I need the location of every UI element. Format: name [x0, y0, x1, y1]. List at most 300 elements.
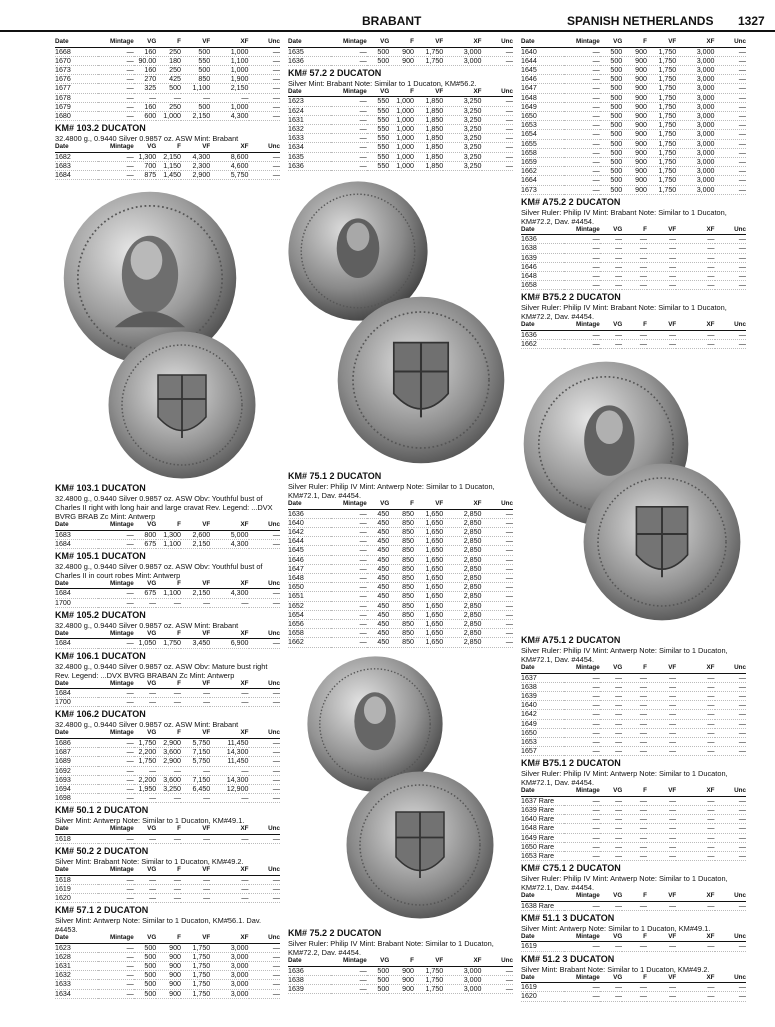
table-cell: —: [676, 701, 714, 710]
column-header: VG: [367, 88, 390, 97]
table-cell: —: [249, 65, 281, 74]
table-cell: —: [622, 737, 647, 746]
table-cell: —: [331, 115, 367, 124]
column-header: Date: [521, 787, 564, 796]
catalog-entry: [521, 197, 746, 291]
table-cell: —: [622, 983, 647, 992]
table-cell: —: [647, 244, 676, 253]
table-cell: 1636: [288, 56, 331, 65]
table-cell: —: [331, 106, 367, 115]
table-row: [288, 115, 513, 124]
table-cell: 1,000: [389, 125, 414, 134]
table-cell: 500: [600, 139, 623, 148]
table-cell: —: [622, 901, 647, 910]
table-cell: 1,750: [647, 65, 676, 74]
catalog-entry: [521, 635, 746, 756]
table-cell: —: [134, 766, 157, 775]
table-cell: 1632: [288, 125, 331, 134]
table-cell: —: [331, 134, 367, 143]
table-cell: —: [676, 262, 714, 271]
table-cell: —: [331, 161, 367, 170]
column-header: Unc: [249, 866, 281, 875]
table-cell: 500: [600, 93, 623, 102]
table-row: [521, 852, 746, 861]
entry-title: KM# A75.2 2 DUCATON: [521, 196, 621, 207]
table-row: [288, 47, 513, 56]
table-cell: 160: [134, 102, 157, 111]
table-cell: 1,650: [414, 518, 443, 527]
table-cell: 1645: [288, 546, 331, 555]
table-cell: 1636: [288, 509, 331, 518]
table-cell: 850: [389, 518, 414, 527]
table-cell: 500: [600, 167, 623, 176]
table-cell: —: [676, 842, 714, 851]
table-cell: 900: [622, 139, 647, 148]
table-row: [288, 619, 513, 628]
table-cell: 1619: [521, 983, 564, 992]
table-cell: —: [98, 689, 134, 698]
table-row: [55, 65, 280, 74]
table-cell: —: [249, 639, 281, 648]
table-cell: 450: [367, 546, 390, 555]
table-cell: 1,750: [414, 984, 443, 993]
price-table: [55, 38, 280, 121]
table-cell: 500: [367, 984, 390, 993]
table-row: [55, 893, 280, 902]
table-cell: 1638: [521, 244, 564, 253]
column-header: Date: [55, 934, 98, 943]
table-cell: 3,000: [676, 93, 714, 102]
table-cell: 4,600: [210, 161, 248, 170]
table-cell: 450: [367, 638, 390, 647]
table-cell: 1620: [521, 992, 564, 1001]
table-cell: 850: [181, 75, 210, 84]
table-cell: —: [156, 698, 181, 707]
table-cell: 1,750: [647, 139, 676, 148]
column-header: Date: [55, 38, 98, 47]
table-cell: —: [647, 806, 676, 815]
column-header: VG: [367, 500, 390, 509]
table-cell: —: [156, 884, 181, 893]
table-cell: —: [564, 111, 600, 120]
table-cell: —: [249, 766, 281, 775]
table-cell: 500: [134, 971, 157, 980]
column-header: XF: [210, 934, 248, 943]
table-cell: 1654: [288, 610, 331, 619]
table-cell: 3,600: [156, 775, 181, 784]
column-header: Mintage: [564, 933, 600, 942]
table-cell: 500: [600, 130, 623, 139]
table-row: [288, 161, 513, 170]
table-cell: 2,850: [443, 527, 481, 536]
table-cell: 1,750: [181, 980, 210, 989]
table-row: [55, 794, 280, 803]
table-cell: 3,000: [676, 47, 714, 56]
column-header: VF: [181, 580, 210, 589]
table-cell: —: [482, 619, 514, 628]
table-cell: 4,300: [210, 111, 248, 120]
entry-description: Silver Ruler: Philip IV Mint: Brabant Note: Similar to 1 Ducaton, KM#72.2, Dav. #4454.: [288, 939, 494, 957]
table-cell: 3,000: [443, 56, 481, 65]
table-cell: —: [98, 748, 134, 757]
table-cell: 3,250: [443, 97, 481, 106]
column-header: Mintage: [564, 321, 600, 330]
table-cell: 1679: [55, 102, 98, 111]
column-header: VF: [181, 825, 210, 834]
table-cell: 1,650: [414, 629, 443, 638]
table-row: [288, 56, 513, 65]
table-cell: 1,750: [414, 966, 443, 975]
table-cell: —: [482, 975, 514, 984]
table-cell: 4,300: [210, 539, 248, 548]
table-cell: —: [249, 161, 281, 170]
table-cell: —: [647, 796, 676, 805]
table-cell: 1653 Rare: [521, 852, 564, 861]
table-cell: 850: [389, 610, 414, 619]
column-header: VF: [414, 957, 443, 966]
column-header: XF: [210, 521, 248, 530]
table-cell: 900: [389, 966, 414, 975]
column-header: Unc: [249, 680, 281, 689]
table-cell: —: [647, 235, 676, 244]
table-cell: —: [600, 272, 623, 281]
entry-title: KM# 106.1 DUCATON: [55, 650, 146, 661]
table-row: [521, 691, 746, 700]
table-cell: 1,450: [156, 171, 181, 180]
price-table: [521, 892, 746, 911]
table-cell: —: [715, 176, 747, 185]
column-header: XF: [676, 664, 714, 673]
column-header: Unc: [482, 88, 514, 97]
table-cell: —: [647, 737, 676, 746]
table-cell: —: [482, 161, 514, 170]
coin-reverse-shield: [107, 330, 257, 480]
table-row: [521, 340, 746, 349]
table-cell: —: [98, 971, 134, 980]
table-row: [521, 121, 746, 130]
table-row: [521, 56, 746, 65]
table-row: [288, 638, 513, 647]
column-header: VF: [181, 866, 210, 875]
table-cell: 1692: [55, 766, 98, 775]
column-2-middle: [288, 469, 513, 648]
table-cell: 1,850: [414, 134, 443, 143]
table-cell: 500: [600, 121, 623, 130]
table-cell: 900: [622, 121, 647, 130]
column-header: Unc: [249, 580, 281, 589]
column-header: Unc: [715, 226, 747, 235]
table-cell: —: [181, 794, 210, 803]
column-header: Date: [55, 521, 98, 530]
column-header: F: [156, 38, 181, 47]
table-cell: —: [181, 884, 210, 893]
table-cell: —: [564, 824, 600, 833]
table-row: [521, 65, 746, 74]
column-header: VG: [600, 38, 623, 47]
table-cell: —: [564, 102, 600, 111]
page-header: [0, 0, 775, 32]
table-cell: —: [249, 952, 281, 961]
table-cell: 3,000: [210, 943, 248, 952]
table-cell: —: [676, 244, 714, 253]
table-cell: 1,750: [647, 121, 676, 130]
table-cell: 1670: [55, 56, 98, 65]
table-cell: 1,650: [414, 537, 443, 546]
table-cell: —: [98, 784, 134, 793]
column-header: Unc: [715, 933, 747, 942]
table-cell: 900: [622, 185, 647, 194]
column-header: Unc: [249, 143, 281, 152]
table-cell: 2,900: [156, 757, 181, 766]
table-cell: —: [482, 152, 514, 161]
table-cell: 900: [156, 980, 181, 989]
column-header: VF: [647, 787, 676, 796]
table-cell: —: [600, 330, 623, 339]
table-cell: —: [156, 93, 181, 102]
table-cell: 1635: [288, 47, 331, 56]
table-cell: 1687: [55, 748, 98, 757]
entry-title: KM# B75.2 2 DUCATON: [521, 292, 621, 303]
table-cell: 425: [156, 75, 181, 84]
table-cell: —: [676, 815, 714, 824]
table-cell: —: [600, 796, 623, 805]
table-cell: 3,000: [676, 111, 714, 120]
table-cell: —: [249, 738, 281, 747]
table-cell: 900: [622, 93, 647, 102]
table-cell: —: [249, 784, 281, 793]
table-cell: —: [715, 235, 747, 244]
column-2-bottom: [288, 926, 513, 994]
column-header: VF: [181, 521, 210, 530]
entry-title: KM# 57.2 2 DUCATON: [288, 67, 382, 78]
table-row: [288, 518, 513, 527]
table-cell: 1636: [521, 235, 564, 244]
entry-description: Silver Ruler: Philip IV Mint: Antwerp Note: Similar to 1 Ducaton, KM#72.1, Dav. #4454.: [521, 874, 728, 893]
table-cell: —: [647, 262, 676, 271]
table-cell: —: [98, 766, 134, 775]
table-cell: 1640: [288, 518, 331, 527]
table-cell: 1653: [521, 121, 564, 130]
column-header: VG: [134, 866, 157, 875]
table-cell: 1,850: [414, 152, 443, 161]
table-cell: —: [564, 842, 600, 851]
column-header: Mintage: [331, 500, 367, 509]
table-cell: 450: [367, 583, 390, 592]
table-cell: —: [482, 518, 514, 527]
table-cell: —: [331, 592, 367, 601]
table-cell: 3,000: [210, 989, 248, 998]
table-cell: —: [715, 65, 747, 74]
table-cell: —: [564, 806, 600, 815]
table-cell: 3,000: [676, 130, 714, 139]
table-row: [521, 728, 746, 737]
coin-reverse-arms-1642: [336, 295, 506, 465]
table-row: [521, 111, 746, 120]
column-header: Mintage: [564, 974, 600, 983]
column-header: VG: [600, 664, 623, 673]
table-row: [521, 806, 746, 815]
table-cell: —: [98, 161, 134, 170]
table-cell: —: [98, 884, 134, 893]
table-cell: 5,000: [210, 530, 248, 539]
table-cell: 1656: [288, 619, 331, 628]
table-cell: 900: [622, 47, 647, 56]
entry-title: KM# 57.1 2 DUCATON: [55, 905, 149, 916]
table-cell: —: [676, 272, 714, 281]
column-header: F: [156, 521, 181, 530]
table-cell: 1,650: [414, 564, 443, 573]
table-cell: —: [564, 719, 600, 728]
table-cell: 500: [367, 975, 390, 984]
catalog-entry: [55, 551, 280, 608]
column-3-top: [521, 38, 746, 349]
table-cell: —: [249, 102, 281, 111]
table-cell: —: [676, 728, 714, 737]
table-cell: 1,000: [389, 106, 414, 115]
table-cell: 850: [389, 537, 414, 546]
table-row: [55, 980, 280, 989]
column-header: Unc: [715, 974, 747, 983]
table-cell: —: [600, 682, 623, 691]
table-cell: 3,000: [443, 47, 481, 56]
entry-title: KM# 50.1 2 DUCATON: [55, 805, 149, 816]
table-cell: 500: [367, 966, 390, 975]
table-cell: —: [98, 65, 134, 74]
table-cell: —: [715, 824, 747, 833]
table-cell: 1637: [521, 673, 564, 682]
table-cell: —: [622, 710, 647, 719]
table-cell: —: [676, 737, 714, 746]
table-cell: 850: [389, 601, 414, 610]
column-header: VG: [134, 825, 157, 834]
table-cell: 1,150: [156, 161, 181, 170]
table-cell: 500: [181, 47, 210, 56]
table-row: [521, 796, 746, 805]
table-cell: —: [331, 97, 367, 106]
table-cell: —: [564, 942, 600, 951]
table-row: [521, 992, 746, 1001]
column-header: Mintage: [564, 787, 600, 796]
column-header: XF: [676, 892, 714, 901]
table-cell: 2,900: [181, 171, 210, 180]
table-cell: 700: [134, 161, 157, 170]
coin-reverse-arms-1646: [345, 770, 495, 920]
column-header: Mintage: [98, 866, 134, 875]
table-cell: 2,850: [443, 555, 481, 564]
table-cell: 1639: [521, 691, 564, 700]
table-cell: —: [98, 639, 134, 648]
table-cell: 1648: [521, 93, 564, 102]
table-cell: —: [564, 253, 600, 262]
table-cell: —: [249, 111, 281, 120]
price-table: [55, 630, 280, 649]
table-cell: —: [647, 253, 676, 262]
table-cell: —: [600, 747, 623, 756]
column-header: F: [156, 825, 181, 834]
table-cell: —: [564, 682, 600, 691]
catalog-entry: [55, 38, 280, 121]
table-cell: 1676: [55, 75, 98, 84]
table-cell: —: [331, 509, 367, 518]
table-cell: 1,750: [647, 93, 676, 102]
table-cell: —: [564, 93, 600, 102]
table-row: [55, 93, 280, 102]
table-cell: —: [600, 340, 623, 349]
table-cell: —: [249, 589, 281, 598]
catalog-entry: [55, 805, 280, 844]
table-cell: —: [331, 555, 367, 564]
table-cell: 1664: [521, 176, 564, 185]
table-cell: 3,250: [443, 115, 481, 124]
table-cell: 1618: [55, 834, 98, 843]
table-row: [288, 106, 513, 115]
column-header: VF: [414, 38, 443, 47]
table-cell: —: [98, 962, 134, 971]
table-cell: 1657: [521, 747, 564, 756]
table-row: [521, 710, 746, 719]
table-cell: 1639 Rare: [521, 806, 564, 815]
table-cell: 1,750: [414, 47, 443, 56]
table-cell: 900: [156, 943, 181, 952]
table-cell: —: [210, 698, 248, 707]
table-cell: —: [622, 701, 647, 710]
table-cell: —: [715, 901, 747, 910]
table-cell: 3,000: [676, 185, 714, 194]
table-row: [521, 330, 746, 339]
table-cell: —: [331, 47, 367, 56]
table-cell: —: [156, 689, 181, 698]
price-table: [521, 38, 746, 195]
table-row: [521, 673, 746, 682]
table-cell: 450: [367, 518, 390, 527]
table-cell: 1,750: [414, 56, 443, 65]
table-cell: —: [331, 527, 367, 536]
entry-description: Silver Mint: Antwerp Note: Similar to 1 Ducaton, KM#49.1.: [521, 923, 711, 933]
table-cell: 1,750: [647, 102, 676, 111]
table-cell: —: [676, 691, 714, 700]
table-row: [521, 139, 746, 148]
table-cell: 1650: [521, 111, 564, 120]
table-cell: —: [331, 518, 367, 527]
table-cell: —: [156, 598, 181, 607]
table-cell: —: [98, 794, 134, 803]
column-header: Mintage: [98, 825, 134, 834]
table-cell: —: [210, 598, 248, 607]
table-cell: —: [482, 555, 514, 564]
column-header: Unc: [249, 825, 281, 834]
table-row: [521, 281, 746, 290]
table-cell: —: [98, 989, 134, 998]
table-cell: —: [622, 728, 647, 737]
table-cell: 3,000: [676, 176, 714, 185]
table-cell: 2,300: [181, 161, 210, 170]
table-cell: —: [331, 619, 367, 628]
table-cell: —: [600, 235, 623, 244]
table-cell: —: [181, 698, 210, 707]
table-cell: 1,650: [414, 638, 443, 647]
table-cell: —: [249, 893, 281, 902]
table-cell: 500: [600, 148, 623, 157]
entry-title: KM# C75.1 2 DUCATON: [521, 863, 621, 874]
column-header: VG: [600, 226, 623, 235]
column-header: XF: [676, 321, 714, 330]
table-cell: 500: [181, 65, 210, 74]
catalog-entry: [288, 38, 513, 66]
catalog-entry: [55, 123, 280, 180]
column-header: VG: [367, 957, 390, 966]
table-cell: —: [564, 139, 600, 148]
table-row: [288, 509, 513, 518]
